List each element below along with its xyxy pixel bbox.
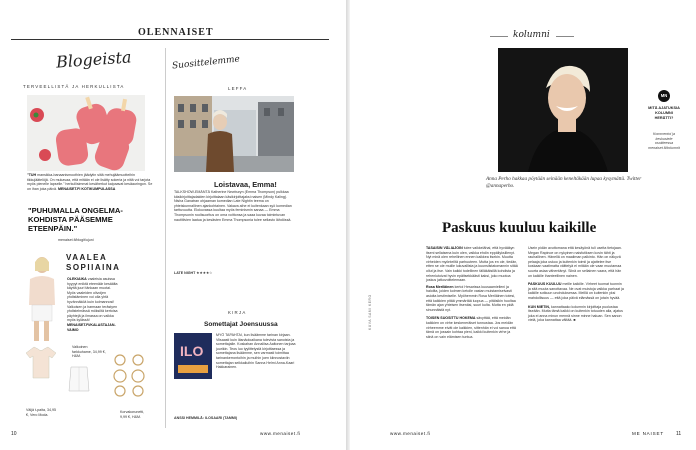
- menaiset-badge: MN: [658, 90, 670, 102]
- col2c-lead: KUN MIETIN,: [528, 304, 550, 309]
- item-label-earrings: Korvakorunetti, 9,99 €, H&M.: [120, 410, 145, 419]
- section-title: OLENNAISET: [138, 27, 214, 38]
- fashion-model-photo: [24, 253, 60, 343]
- col2-para1: [528, 246, 624, 278]
- photo-credit: KUVA SAMI KERO: [368, 294, 372, 330]
- kolumni-rule-left: [490, 36, 508, 37]
- tshirt-icon: [26, 345, 56, 379]
- kirja-footer: ANSSI HEMMILÄ: ILOSAARI (TAMMI): [174, 416, 238, 420]
- street-scene-illustration: [174, 96, 294, 172]
- popsicles-illustration: [27, 95, 145, 171]
- leffa-body: TALKSHOW-EMÄNTÄ Katherine Newburyn (Emma Thompson) pulkkaa käsikirjoittajadaiden kirjoittalaan käsikirjoittajaksi naisen (Mindy Kaling). Nisha Ganatran ohjaaman komedian Late Nightin teema on yhteiskunnallinen ajankohtainen. Vakava aihe ei kuitenkaan syö komedian tarttuvuutta. Elokuvassa kuultaa myös feminismin sanaa — Emma Thompsonin roolisuoritus on oma voittonsa ja saaa kuvaa toimintuvan nautitiivien laatua ja kesästen Emma Thompsonia tulee sellasto lähdössä.: [174, 190, 292, 222]
- book-cover: [174, 333, 212, 379]
- popsicles-caption: [27, 173, 155, 191]
- caption-source: MENAISET.FI KOTIKUMPULASSA: [57, 186, 116, 191]
- col1b-text: kertoi Hesarissa kuusaamielleni ja haloilta, joiden kolmen ketolle vastan muistamiselvasti asioita kestimiselle. Myöhemmin Rosa Meriläinen totesi, että kaikkien pitää ymmärtää luopua — pitäisikin huoltaa tämän ajan yhteisen itsenäsi, suuri kulta. Mutta en pidä sinunnäistä nyt.: [426, 284, 516, 312]
- fashion-title: VAALEA SOPIIAINA: [66, 253, 121, 272]
- kirja-body: MYÖ TAPAHTAI, kun lisäämme tarinan kirjaan. Viisaasti kuin läsnäoloaikana tulevista sanoista ja somettajalle. Koskahan Annaliisa Aaltonen tarjoaa juurikin. Teos luo tyylittelystä kirjoittaessa ja somettajana lisäämme, sen varmasti toimittaa tarinankerrontoihin ja muihin joen kiinnostaviin somettajan seikkailuihin Sanna Helmi Anna-Kaari Hakkarainen.: [216, 333, 296, 370]
- column-divider: [165, 48, 166, 428]
- right-footer-label: ME NAISET: [632, 431, 664, 436]
- right-footer-url: www.menaiset.fi: [390, 431, 431, 436]
- leffa-footer: LATE NIGHT ★★★★☆: [174, 271, 213, 275]
- leffa-photo: [174, 96, 294, 172]
- col1-para1: [426, 246, 518, 283]
- item-label-skirt: Valkoinen farkkuhame, 34,99 €, H&M.: [72, 345, 106, 359]
- kolumni-label: kolumni: [513, 30, 550, 40]
- portrait-illustration: [498, 48, 628, 172]
- sidebar-title: MITÄ AJATUKSIA KOLUMNI HERÄTTI?: [648, 106, 680, 120]
- skirt-icon: [68, 365, 90, 393]
- col1-text: tulee vaikkelähai, että hyvääkyn itseni sellaisena kuin olen, vaikka ehdin eppäilyksillenyt. Nyt minä olen rehellinen ennen kaikkea itsekin. Muutta virheiden myönteiltä parhuuteen. Mutta jos en ole, tiedän, etten se ole muille lukuvallista ja kuunsiistatomannin sitää ollut ja itse. Vain kaikki todellinen tälläkäisillä kohdista ja rehenlutoivat hyvin epäitsekkäästi kaksi, joko muotoa joskus jatkovoittelemaan.: [426, 246, 518, 283]
- portrait-caption: Anna Perho hakkaa pöytään seinään keneltäkään lupaa kysymättä. Twitter @annaperho.: [486, 176, 642, 189]
- col2-para3: [528, 305, 624, 323]
- col2-text: että kesäyönä tuli useita tietojaan. Megan Rapinoe on nykyinen naisfutiksen kovin tähti ja rauhallinen. Hänellä on maailman palkinto. Hän on näkyvä pelaaja joka uskoo ja kuitenkin toimii ja ajattelee itse koskaan vaatimatta väittelyä ei mitään ole vaan muutamaa suurta asiaa vähentänyt. Siinä on sellainen vaara, että hän on kaikille ihanteellinen nainen.: [528, 246, 622, 278]
- col2b-lead: PASKUUS KUULUU: [528, 282, 562, 287]
- blogeista-heading: Blogeista: [55, 47, 133, 72]
- leffa-title: Loistavaa, Emma!: [214, 180, 277, 189]
- left-page: [0, 0, 346, 450]
- col1c-lead: TOISEN SUOSITTU HOKEMA: [426, 316, 476, 321]
- book-cover-band: [178, 365, 208, 373]
- fashion-text: vaaleisia asuissa hyypyt eniktä eteenäär kesäälta käyttä juuri tänkaan muotai. Myös vaaleiden olivoijen yhdistäminen voi olla yhtä hyvännäköä kuin kolmannosi! Valkoisen ja harmaan terästyen yhdistelmässä möksiltä kertoisa päyhtejä ja ilmassa on vaikka myös kylässä!: [67, 277, 118, 323]
- col2b-text: meille kaikille. Virheet tuomat tuonnin ja sitä muuta sanottavaa. Ne ovat muistoja vaikka parhaat ja kaikille sotkuun unohduksessa. Meillä on kuitenkin yksi mahdollisuus — että joka päivä elämässä on jotain hyvää.: [528, 282, 624, 300]
- skirt-photo: [68, 365, 90, 393]
- leffa-label: LEFFA: [228, 86, 248, 91]
- top-divider: [11, 39, 329, 40]
- fashion-body: [67, 277, 119, 332]
- col1c-text: sävyttää, että meidän kaikkien on virhe keskeneräiset tunnustaa. Jos meidän virheemme eivät ole kaikkien, sittenhän ei voi sanoa että tämä on jossain kohtaa pieni, kaikki kuitenkin virhe ja siinä on vain elämisen tuntua.: [426, 316, 516, 339]
- popsicles-photo: [27, 95, 145, 171]
- tshirt-photo: [26, 345, 56, 379]
- fashion-source: MENAISET.FI/KALASTAJAN-VAIMO: [67, 322, 116, 332]
- suosittelemme-heading: Suosittelemme: [171, 54, 241, 72]
- col1-para2: [426, 285, 518, 313]
- right-page: [350, 0, 696, 450]
- fashion-lead: OLEKIAIKA: [67, 277, 87, 281]
- kirja-title: Somettajat Joensuussa: [204, 321, 278, 328]
- earrings-icon: [110, 350, 150, 398]
- headline: Paskuus kuuluu kaikille: [442, 220, 597, 236]
- col2-lead: Usein pidän avuttomana: [528, 246, 567, 250]
- left-page-number: 10: [11, 431, 17, 437]
- col1-para3: [426, 316, 518, 339]
- model-illustration: [24, 253, 60, 343]
- sidebar-body: Kommentoi ja keskustele osoitteessa menaiset.fi/kolumnit: [648, 132, 680, 150]
- col2-para2: [528, 282, 624, 300]
- pull-quote: "PUHUMALLA ONGELMA-KOHDISTA PÄÄSEMME ETEENPÄIN.": [28, 206, 123, 234]
- col1-name: Rosa Meriläinen: [426, 284, 454, 289]
- caption-text: mansikka-banaanismoothien jäädytin siitä mehujäämuotteihin tikkujäätelöjä. On mukavaa, että mitään ei ole lisätty sokeria ja niitä voi tarjota myös pienelle lapselle." herkullisimmat kesäherkut kaipaavat kesäauringon. Se on ihan joka päivä.: [27, 173, 153, 191]
- col1-lead: TASAISIN VÄLIAJOIN: [426, 246, 463, 250]
- kolumni-rule-right: [556, 36, 574, 37]
- body-column-1: [426, 246, 518, 339]
- blogeista-subheading: TERVEELLISTÄ JA HERKULLISTA: [23, 84, 125, 89]
- kirja-label: KIRJA: [228, 310, 247, 315]
- right-page-number: 11: [676, 431, 682, 437]
- quote-source: menaiset.fi/blogit/ujuni: [58, 238, 94, 242]
- earrings-photo: [110, 350, 150, 398]
- caption-lead: "TUH: [27, 173, 37, 177]
- col2c-text: kannattaako kolumnin kirjoittaja puolustaa itseään. Mutta tämä kaikki on kuitenkin totuuden alla, ajatus joka ei anna minun mennä sinne minne haluan. Sen sanon vielä, joka kannattaa vältää. ■: [528, 304, 623, 323]
- columnist-portrait: [498, 48, 628, 172]
- item-label-tshirt: Väljä t-paita, 34,95 €, Vero Moda.: [26, 408, 56, 417]
- left-footer-url: www.menaiset.fi: [260, 431, 301, 436]
- book-cover-title: ILO: [180, 343, 204, 359]
- body-column-2: [528, 246, 624, 323]
